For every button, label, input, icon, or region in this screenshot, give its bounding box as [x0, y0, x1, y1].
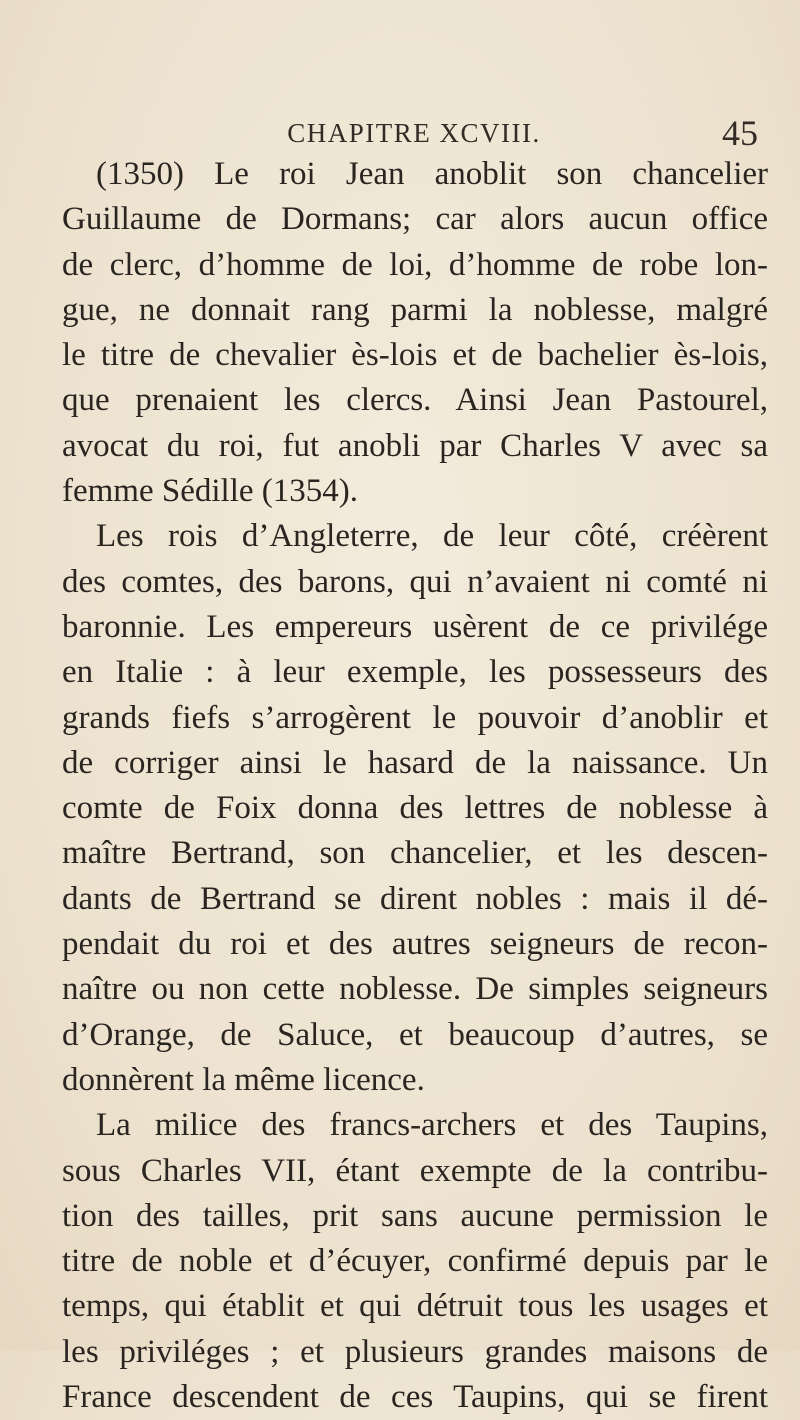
text-line: que prenaient les clercs. Ainsi Jean Pastourel, — [62, 382, 768, 419]
text-line: avocat du roi, fut anobli par Charles V avec sa — [62, 427, 768, 464]
text-line: des comtes, des barons, qui n’avaient ni comté ni — [62, 563, 768, 600]
text-line: France descendent de ces Taupins, qui se firent — [62, 1379, 768, 1416]
text-line: tion des tailles, prit sans aucune permission le — [62, 1197, 768, 1234]
text-line: les priviléges ; et plusieurs grandes maisons de — [62, 1333, 768, 1370]
text-line: en Italie : à leur exemple, les possesseurs des — [62, 654, 768, 691]
text-line: femme Sédille (1354). — [62, 473, 359, 510]
text-line: de clerc, d’homme de loi, d’homme de robe lon- — [62, 246, 768, 283]
text-line: sous Charles VII, étant exempte de la contribu- — [62, 1152, 768, 1189]
text-line: dants de Bertrand se dirent nobles : mais il dé- — [62, 880, 768, 917]
text-line: maître Bertrand, son chancelier, et les descen- — [62, 835, 768, 872]
text-line: d’Orange, de Saluce, et beaucoup d’autres, se — [62, 1016, 768, 1053]
text-line: Les rois d’Angleterre, de leur côté, créèrent — [96, 518, 768, 555]
running-head — [62, 112, 766, 152]
text-line: gue, ne donnait rang parmi la noblesse, malgré — [62, 291, 768, 328]
text-line: Guillaume de Dormans; car alors aucun office — [62, 201, 768, 238]
page-number: 45 — [722, 113, 758, 153]
text-line: (1350) Le roi Jean anoblit son chancelier — [96, 156, 768, 192]
text-line: titre de noble et d’écuyer, confirmé depuis par le — [62, 1243, 768, 1280]
text-line: baronnie. Les empereurs usèrent de ce privilége — [62, 608, 768, 645]
text-line: donnèrent la même licence. — [62, 1061, 425, 1098]
text-line: grands fiefs s’arrogèrent le pouvoir d’anoblir et — [62, 699, 768, 736]
text-line: La milice des francs-archers et des Taupins, — [96, 1107, 768, 1144]
text-line: de corriger ainsi le hasard de la naissance. Un — [62, 744, 768, 781]
text-line: naître ou non cette noblesse. De simples seigneurs — [62, 971, 768, 1008]
text-line: le titre de chevalier ès-lois et de bachelier ès-lois, — [62, 337, 768, 374]
text-line: temps, qui établit et qui détruit tous les usages et — [62, 1288, 768, 1325]
chapter-title: CHAPITRE XCVIII. — [287, 118, 541, 148]
text-line: comte de Foix donna des lettres de noblesse à — [62, 790, 768, 827]
text-line: pendait du roi et des autres seigneurs de recon- — [62, 926, 768, 963]
body-text — [62, 152, 768, 1420]
